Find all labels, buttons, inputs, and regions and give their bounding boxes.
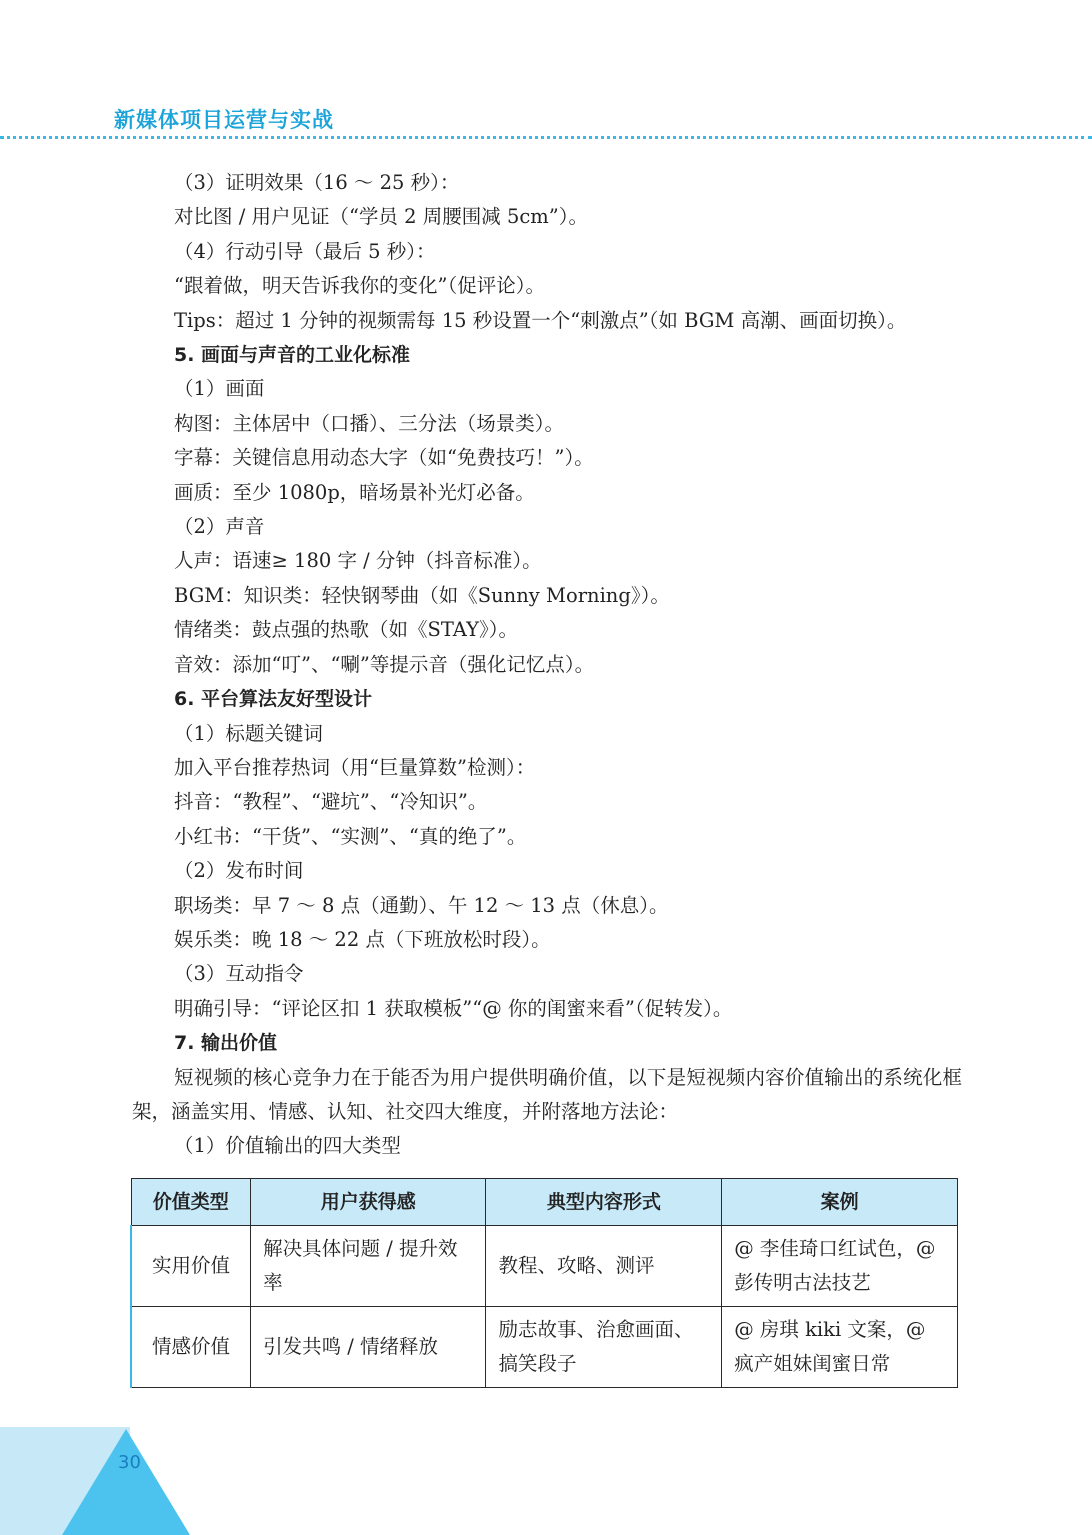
table-cell: @ 李佳琦口红试色，@ 彭传明古法技艺 [722, 1226, 958, 1307]
text-line: 娱乐类：晚 18 ～ 22 点（下班放松时段）。 [174, 927, 551, 951]
subsection-heading: （2）发布时间 [174, 859, 304, 883]
header-dotted-rule [0, 136, 1092, 139]
text-line: 小红书：“干货”、“实测”、“真的绝了”。 [174, 824, 527, 848]
text-line: 抖音：“教程”、“避坑”、“冷知识”。 [174, 790, 488, 814]
table-cell: 解决具体问题 / 提升效率 [251, 1226, 486, 1307]
text-line: （4）行动引导（最后 5 秒）： [174, 239, 436, 263]
table-cell: 励志故事、治愈画面、搞笑段子 [486, 1307, 722, 1388]
section-heading: 6. 平台算法友好型设计 [174, 688, 373, 711]
subsection-heading: （1）价值输出的四大类型 [174, 1134, 401, 1158]
corner-triangle-decoration [0, 1427, 250, 1535]
subsection-heading: （3）互动指令 [174, 962, 304, 986]
subsection-heading: （1）画面 [174, 377, 265, 401]
tips-line: Tips：超过 1 分钟的视频需每 15 秒设置一个“刺激点”（如 BGM 高潮、画面切换）。 [174, 308, 907, 332]
text-line: 对比图 / 用户见证（“学员 2 周腰围减 5cm”）。 [174, 205, 588, 229]
text-line: 情绪类：鼓点强的热歌（如《STAY》）。 [174, 618, 518, 642]
subsection-heading: （2）声音 [174, 515, 265, 539]
table-header-row [131, 1179, 958, 1226]
value-types-table [130, 1178, 958, 1388]
text-line: 音效：添加“叮”、“唰”等提示音（强化记忆点）。 [174, 652, 595, 676]
table-cell: 教程、攻略、测评 [486, 1226, 722, 1307]
text-line: 画质：至少 1080p，暗场景补光灯必备。 [174, 480, 535, 504]
text-line: “跟着做，明天告诉我你的变化”（促评论）。 [174, 274, 545, 298]
subsection-heading: （1）标题关键词 [174, 721, 323, 745]
running-header-title: 新媒体项目运营与实战 [114, 108, 334, 132]
table-cell: 实用价值 [131, 1226, 251, 1307]
section-heading: 7. 输出价值 [174, 1032, 278, 1055]
paragraph: 短视频的核心竞争力在于能否为用户提供明确价值，以下是短视频内容价值输出的系统化框架，涵盖实用、情感、认知、社交四大维度，并附落地方法论： [132, 1065, 962, 1123]
text-line: 字幕：关键信息用动态大字（如“免费技巧！”）。 [174, 446, 594, 470]
table-row [131, 1307, 958, 1388]
text-line: BGM：知识类：轻快钢琴曲（如《Sunny Morning》）。 [174, 583, 670, 607]
table-cell: 引发共鸣 / 情绪释放 [251, 1307, 486, 1388]
column-header: 典型内容形式 [486, 1179, 722, 1226]
body-text [132, 166, 962, 1164]
table-cell: @ 房琪 kiki 文案，@ 疯产姐妹闺蜜日常 [722, 1307, 958, 1388]
column-header: 价值类型 [131, 1179, 251, 1226]
page-number: 30 [118, 1452, 141, 1473]
table-cell: 情感价值 [131, 1307, 251, 1388]
text-line: 人声：语速≥ 180 字 / 分钟（抖音标准）。 [174, 549, 542, 573]
text-line: （3）证明效果（16 ～ 25 秒）： [174, 171, 460, 194]
text-line: 职场类：早 7 ～ 8 点（通勤）、午 12 ～ 13 点（休息）。 [174, 893, 669, 917]
text-line: 加入平台推荐热词（用“巨量算数”检测）： [174, 755, 536, 779]
text-line: 明确引导：“评论区扣 1 获取模板”“@ 你的闺蜜来看”（促转发）。 [174, 996, 733, 1020]
text-line: 构图：主体居中（口播）、三分法（场景类）。 [174, 411, 565, 435]
table-row [131, 1226, 958, 1307]
column-header: 案例 [722, 1179, 958, 1226]
section-heading: 5. 画面与声音的工业化标准 [174, 344, 411, 367]
column-header: 用户获得感 [251, 1179, 486, 1226]
